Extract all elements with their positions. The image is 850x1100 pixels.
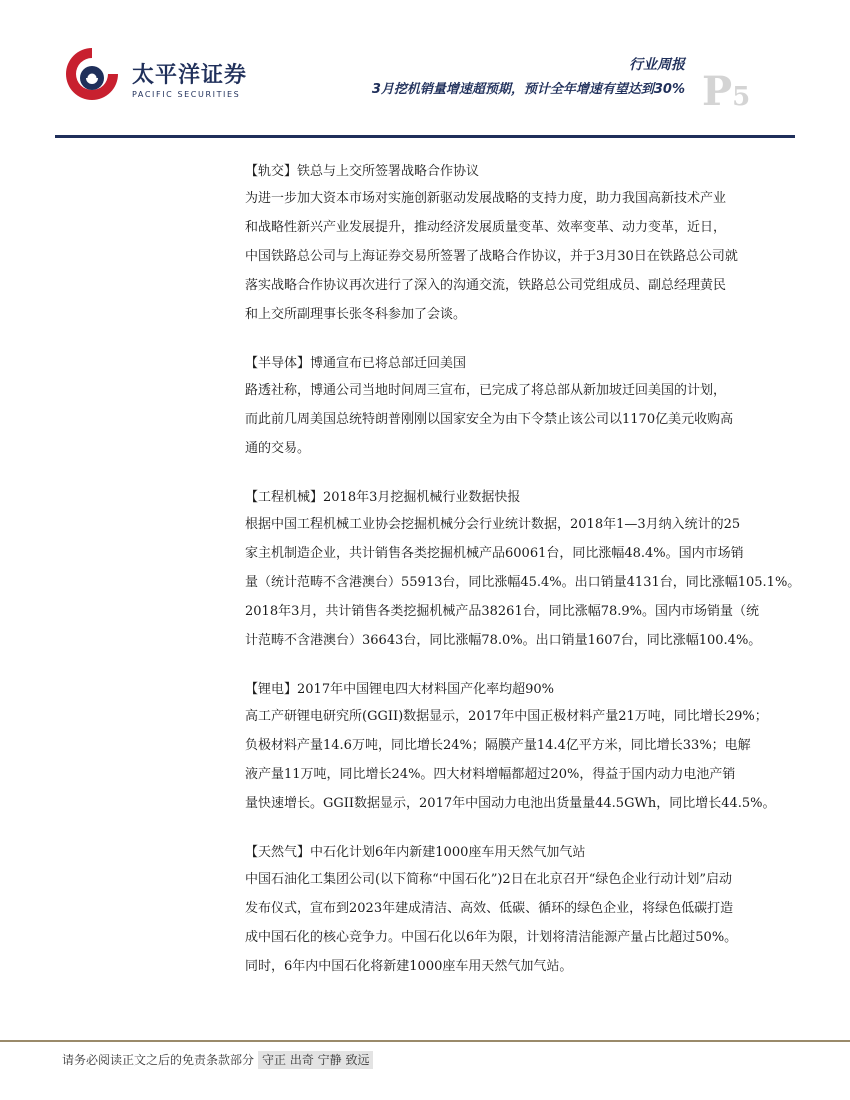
body-line: 高工产研锂电研究所(GGII)数据显示，2017年中国正极材料产量21万吨，同比增长29%； <box>245 709 768 724</box>
body-line: 落实战略合作协议再次进行了深入的沟通交流，铁路总公司党组成员、副总经理黄民 <box>245 278 727 293</box>
body-line: 根据中国工程机械工业协会挖掘机械分会行业统计数据，2018年1—3月纳入统计的25 <box>245 517 741 532</box>
body-line: 发布仪式，宣布到2023年建成清洁、高效、低碳、循环的绿色企业，将绿色低碳打造 <box>245 901 734 916</box>
section-heading: 【轨交】铁总与上交所签署战略合作协议 <box>245 164 480 179</box>
news-section <box>245 841 797 981</box>
body-line: 负极材料产量14.6万吨，同比增长24%；隔膜产量14.4亿平方米，同比增长33%；电解 <box>245 738 751 753</box>
body-line: 中国石油化工集团公司(以下简称“中国石化”)2日在北京召开“绿色企业行动计划”启动 <box>245 872 732 887</box>
footer-rule <box>0 1040 850 1042</box>
section-heading: 【天然气】中石化计划6年内新建1000座车用天然气加气站 <box>245 845 586 860</box>
main-content <box>245 160 801 1004</box>
body-line: 量快速增长。GGII数据显示，2017年中国动力电池出货量量44.5GWh，同比增长44.5%。 <box>245 796 776 811</box>
brand-name-en: PACIFIC SECURITIES <box>132 90 241 99</box>
body-line: 为进一步加大资本市场对实施创新驱动发展战略的支持力度，助力我国高新技术产业 <box>245 191 727 206</box>
news-section <box>245 160 797 329</box>
news-section <box>245 486 801 655</box>
body-line: 2018年3月，共计销售各类挖掘机械产品38261台，同比涨幅78.9%。国内市场销量（统 <box>245 604 760 619</box>
company-motto: 守正 出奇 宁静 致远 <box>258 1051 373 1069</box>
body-line: 而此前几周美国总统特朗普刚刚以国家安全为由下令禁止该公司以1170亿美元收购高 <box>245 412 734 427</box>
body-line: 中国铁路总公司与上海证券交易所签署了战略合作协议，并于3月30日在铁路总公司就 <box>245 249 738 264</box>
page-number-digit: 5 <box>732 82 751 112</box>
section-heading: 【半导体】博通宣布已将总部迁回美国 <box>245 356 467 371</box>
brand-name <box>132 64 247 99</box>
section-heading: 【锂电】2017年中国锂电四大材料国产化率均超90% <box>245 682 554 697</box>
report-title: 3月挖机销量增速超预期，预计全年增速有望达到30% <box>371 82 685 97</box>
section-heading: 【工程机械】2018年3月挖掘机械行业数据快报 <box>245 490 521 505</box>
page-header <box>0 0 850 140</box>
body-line: 同时，6年内中国石化将新建1000座车用天然气加气站。 <box>245 959 573 974</box>
news-section <box>245 352 797 463</box>
news-section <box>245 678 797 818</box>
body-line: 量（统计范畴不含港澳台）55913台，同比涨幅45.4%。出口销量4131台，同比涨幅105.1%。 <box>245 575 801 590</box>
body-line: 计范畴不含港澳台）36643台，同比涨幅78.0%。出口销量1607台，同比涨幅100.4%。 <box>245 633 762 648</box>
pacific-securities-logo <box>62 44 122 104</box>
brand-name-cn: 太平洋证券 <box>132 63 248 88</box>
page-number <box>702 70 750 119</box>
body-line: 路透社称，博通公司当地时间周三宣布，已完成了将总部从新加坡迁回美国的计划， <box>245 383 727 398</box>
report-type: 行业周报 <box>629 57 685 73</box>
body-line: 和上交所副理事长张冬科参加了会谈。 <box>245 307 467 322</box>
body-line: 通的交易。 <box>245 441 311 456</box>
disclaimer-text: 请务必阅读正文之后的免责条款部分 <box>62 1053 255 1067</box>
header-rule <box>55 135 795 138</box>
body-line: 和战略性新兴产业发展提升，推动经济发展质量变革、效率变革、动力变革，近日， <box>245 220 727 235</box>
body-line: 家主机制造企业，共计销售各类挖掘机械产品60061台，同比涨幅48.4%。国内市场销 <box>245 546 744 561</box>
body-line: 液产量11万吨，同比增长24%。四大材料增幅都超过20%，得益于国内动力电池产销 <box>245 767 736 782</box>
page-footer <box>62 1050 373 1070</box>
body-line: 成中国石化的核心竞争力。中国石化以6年为限，计划将清洁能源产量占比超过50%。 <box>245 930 738 945</box>
page-number-letter: P <box>702 68 733 115</box>
